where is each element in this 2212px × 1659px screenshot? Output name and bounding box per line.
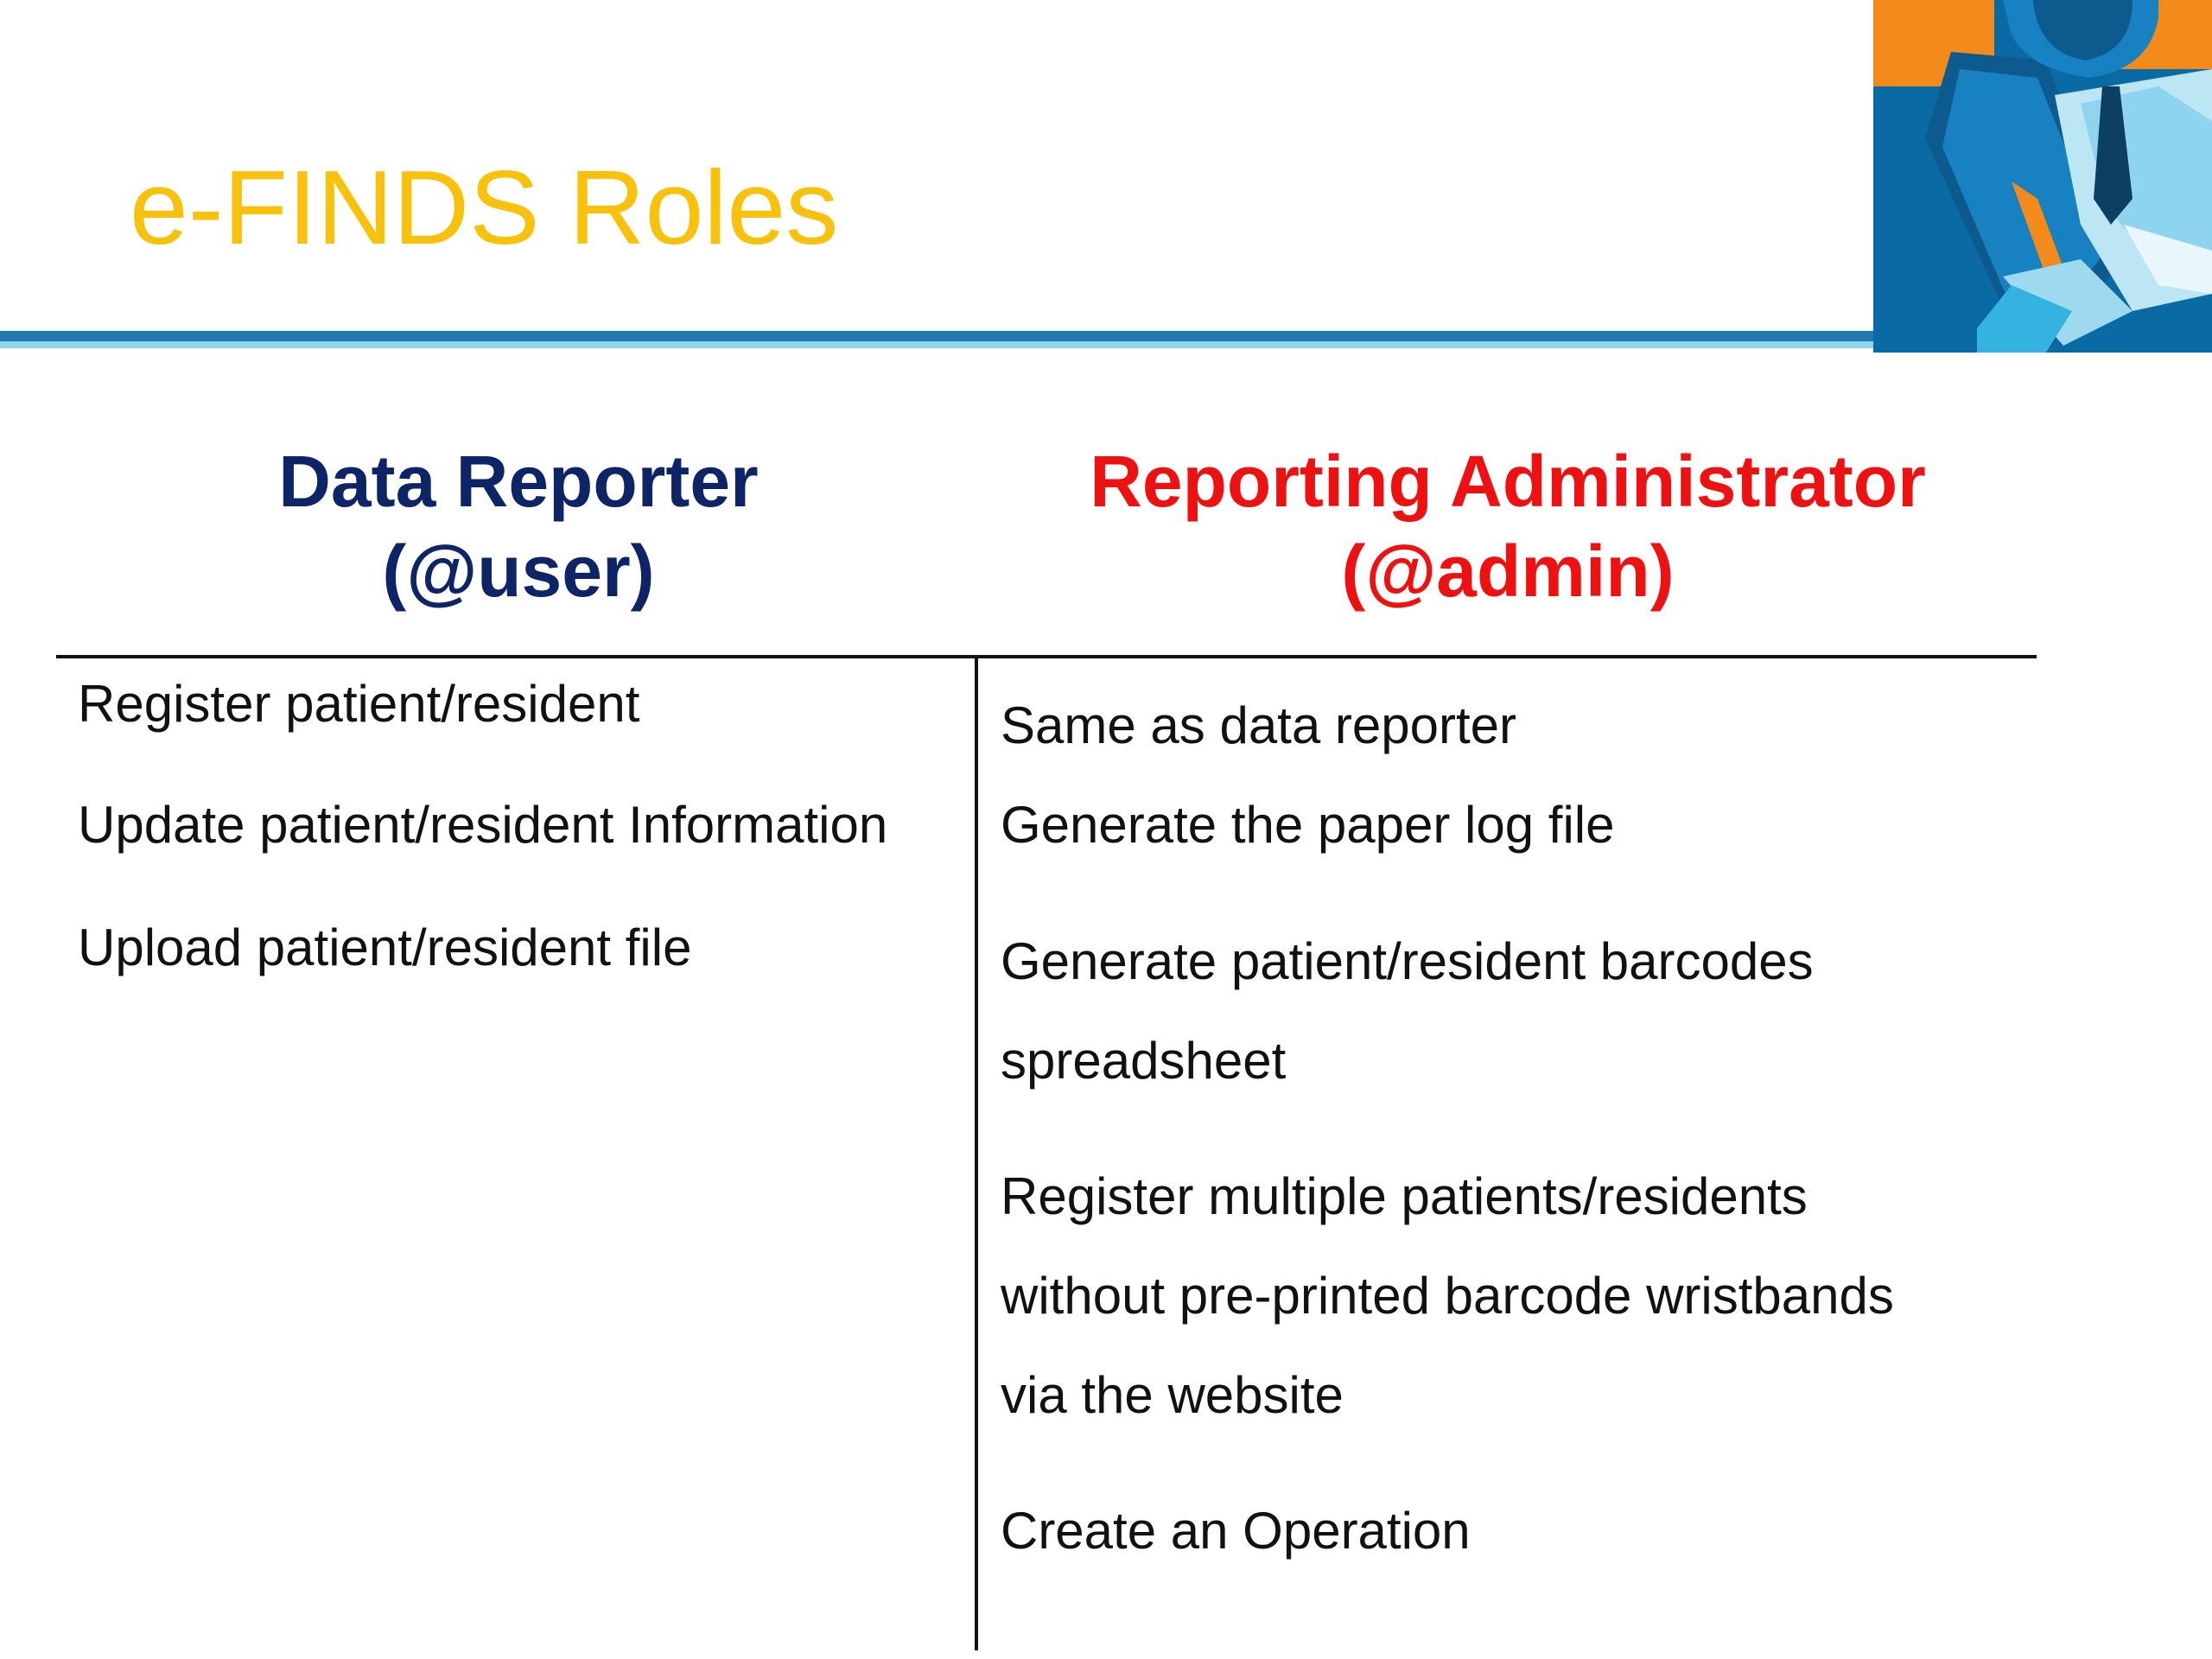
reporting-administrator-heading (989, 436, 2026, 616)
header-rule (0, 331, 1875, 341)
admin-item: Generate patient/resident barcodes (1001, 932, 1814, 990)
man-at-laptop-illustration (1873, 0, 2212, 353)
reporting-administrator-title: Reporting Administrator (1090, 441, 1926, 522)
table-header-divider (56, 655, 2037, 658)
data-reporter-heading (86, 436, 950, 616)
admin-item: Create an Operation (1001, 1502, 1471, 1560)
reporting-administrator-role-tag: (@admin) (1341, 531, 1675, 612)
data-reporter-title: Data Reporter (278, 441, 759, 522)
admin-item: Register multiple patients/residents (1001, 1167, 1808, 1225)
header-rule-accent (0, 341, 1875, 348)
admin-item: via the website (1001, 1366, 1344, 1424)
table-column-divider (975, 655, 978, 1650)
admin-item: Same as data reporter (1001, 696, 1516, 754)
data-reporter-item: Upload patient/resident file (78, 918, 692, 976)
data-reporter-role-tag: (@user) (382, 531, 655, 612)
data-reporter-item: Register patient/resident (78, 675, 640, 733)
slide-title: e-FINDS Roles (130, 149, 839, 266)
admin-item: without pre-printed barcode wristbands (1001, 1267, 1894, 1325)
admin-item: spreadsheet (1001, 1032, 1287, 1090)
data-reporter-item: Update patient/resident Information (78, 796, 888, 854)
admin-item: Generate the paper log file (1001, 796, 1615, 854)
